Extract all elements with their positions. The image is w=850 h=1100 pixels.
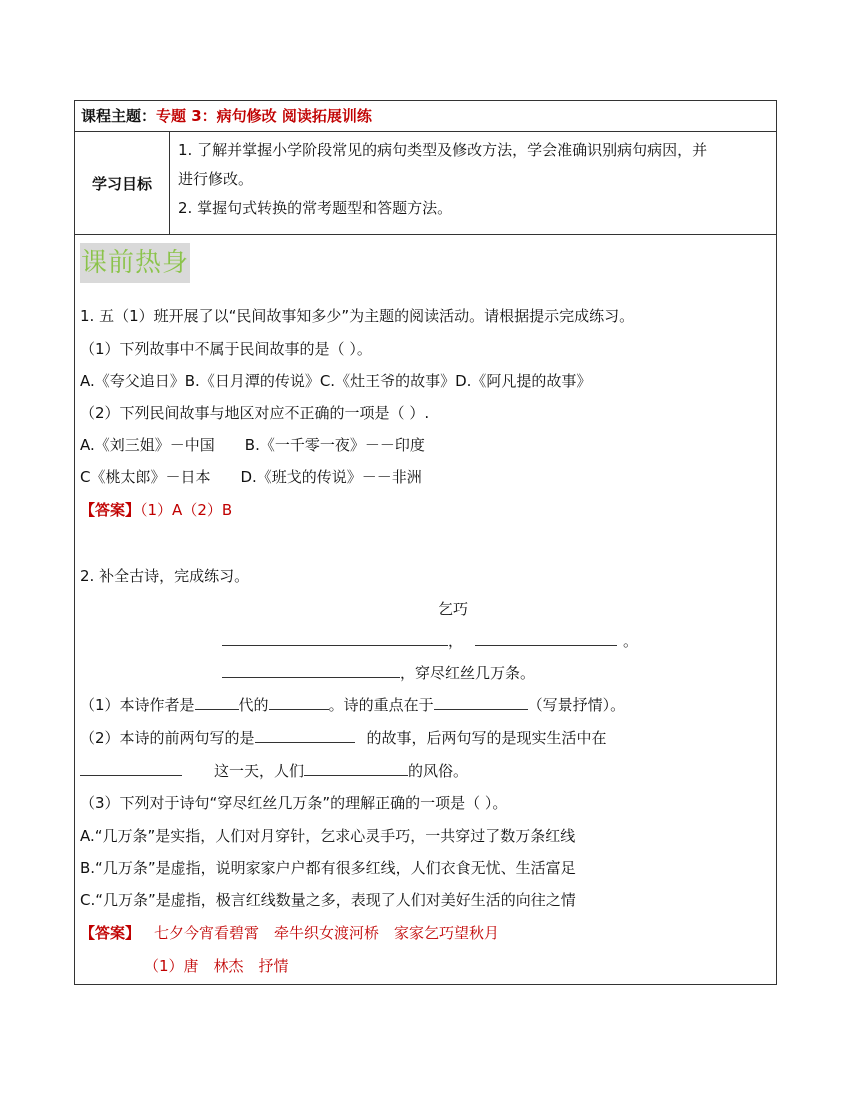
course-topic (81, 105, 372, 126)
poem-line-2 (222, 662, 535, 683)
q2-sub1-b: 代的 (238, 696, 269, 714)
q2-answer-label: 【答案】 (80, 924, 141, 942)
q2-opt-a: A.“几万条”是实指，人们对月穿针，乞求心灵手巧，一共穿过了数万条红线 (80, 827, 576, 845)
blank-author (269, 694, 329, 710)
q2-sub1-c: 。诗的重点在于 (328, 696, 434, 714)
q2-sub2-c: 这一天，人们 (214, 762, 305, 780)
q1-opt-a: A.《刘三姐》－中国 (80, 436, 215, 454)
q2-sub2-cont (80, 760, 468, 781)
worksheet-frame (74, 100, 777, 985)
q2-answer-sub: （1）唐 林杰 抒情 (144, 957, 289, 975)
q1-opt-d: D.《班戈的传说》－－非洲 (240, 468, 422, 486)
goal-item-1-cont: 进行修改。 (178, 170, 254, 188)
q2-sub2-d: 的风俗。 (408, 762, 469, 780)
q1-stem: 1. 五（1）班开展了以“民间故事知多少”为主题的阅读活动。请根据提示完成练习。 (80, 307, 635, 325)
blank-festival (80, 760, 182, 776)
topic-value: 专题 3：病句修改 阅读拓展训练 (156, 107, 372, 125)
poem-title: 乞巧 (438, 600, 469, 618)
poem-separator: ， (448, 632, 464, 650)
topic-row (75, 101, 776, 132)
q2-sub2-b: 的故事，后两句写的是现实生活中在 (366, 729, 607, 747)
blank-dynasty (195, 694, 239, 710)
q2-sub1-d: （写景抒情）。 (527, 696, 626, 714)
poem-blank-3 (222, 662, 400, 678)
q2-opt-b: B.“几万条”是虚指，说明家家户户都有很多红线，人们衣食无忧、生活富足 (80, 859, 576, 877)
warmup-heading: 课前热身 (80, 243, 190, 283)
poem-end: 。 (623, 632, 639, 650)
q2-sub2-a: （2）本诗的前两句写的是 (80, 729, 255, 747)
q2-answer (80, 922, 499, 943)
goal-body (178, 136, 770, 223)
poem-blank-2 (475, 630, 617, 646)
q1-options-row2 (80, 466, 422, 487)
blank-story (255, 727, 355, 743)
topic-label: 课程主题： (81, 107, 157, 125)
q2-answer-poem: 七夕今宵看碧霄 牵牛织女渡河桥 家家乞巧望秋月 (154, 924, 500, 942)
q1-sub2: （2）下列民间故事与地区对应不正确的一项是（ ）. (80, 404, 430, 422)
q2-sub2 (80, 727, 607, 748)
goal-row (75, 132, 776, 235)
blank-focus (434, 694, 528, 710)
q1-answer-label: 【答案】 (80, 501, 141, 519)
q2-opt-c: C.“几万条”是虚指，极言红线数量之多，表现了人们对美好生活的向往之情 (80, 891, 576, 909)
goal-item-2: 2. 掌握句式转换的常考题型和答题方法。 (178, 199, 453, 217)
q1-options-row1 (80, 434, 425, 455)
poem-blank-1 (222, 630, 448, 646)
poem-line2-tail: ，穿尽红丝几万条。 (400, 664, 536, 682)
blank-custom (304, 760, 408, 776)
goal-item-1: 1. 了解并掌握小学阶段常见的病句类型及修改方法，学会准确识别病句病因，并 (178, 141, 708, 159)
q2-sub1-a: （1）本诗作者是 (80, 696, 195, 714)
q1-opt-b: B.《一千零一夜》－－印度 (244, 436, 425, 454)
q2-sub1 (80, 694, 625, 715)
q2-stem: 2. 补全古诗，完成练习。 (80, 567, 250, 585)
q1-answer (80, 499, 232, 520)
poem-line-1 (222, 630, 638, 651)
q1-opt-c: C《桃太郎》－日本 (80, 468, 211, 486)
q1-sub1: （1）下列故事中不属于民间故事的是（ ）。 (80, 340, 372, 358)
q2-sub3: （3）下列对于诗句“穿尽红丝几万条”的理解正确的一项是（ ）。 (80, 794, 508, 812)
goal-label: 学习目标 (75, 132, 170, 234)
q1-sub1-options: A.《夸父追日》B.《日月潭的传说》C.《灶王爷的故事》D.《阿凡提的故事》 (80, 372, 592, 390)
q1-answer-text: （1）A（2）B (140, 501, 233, 519)
